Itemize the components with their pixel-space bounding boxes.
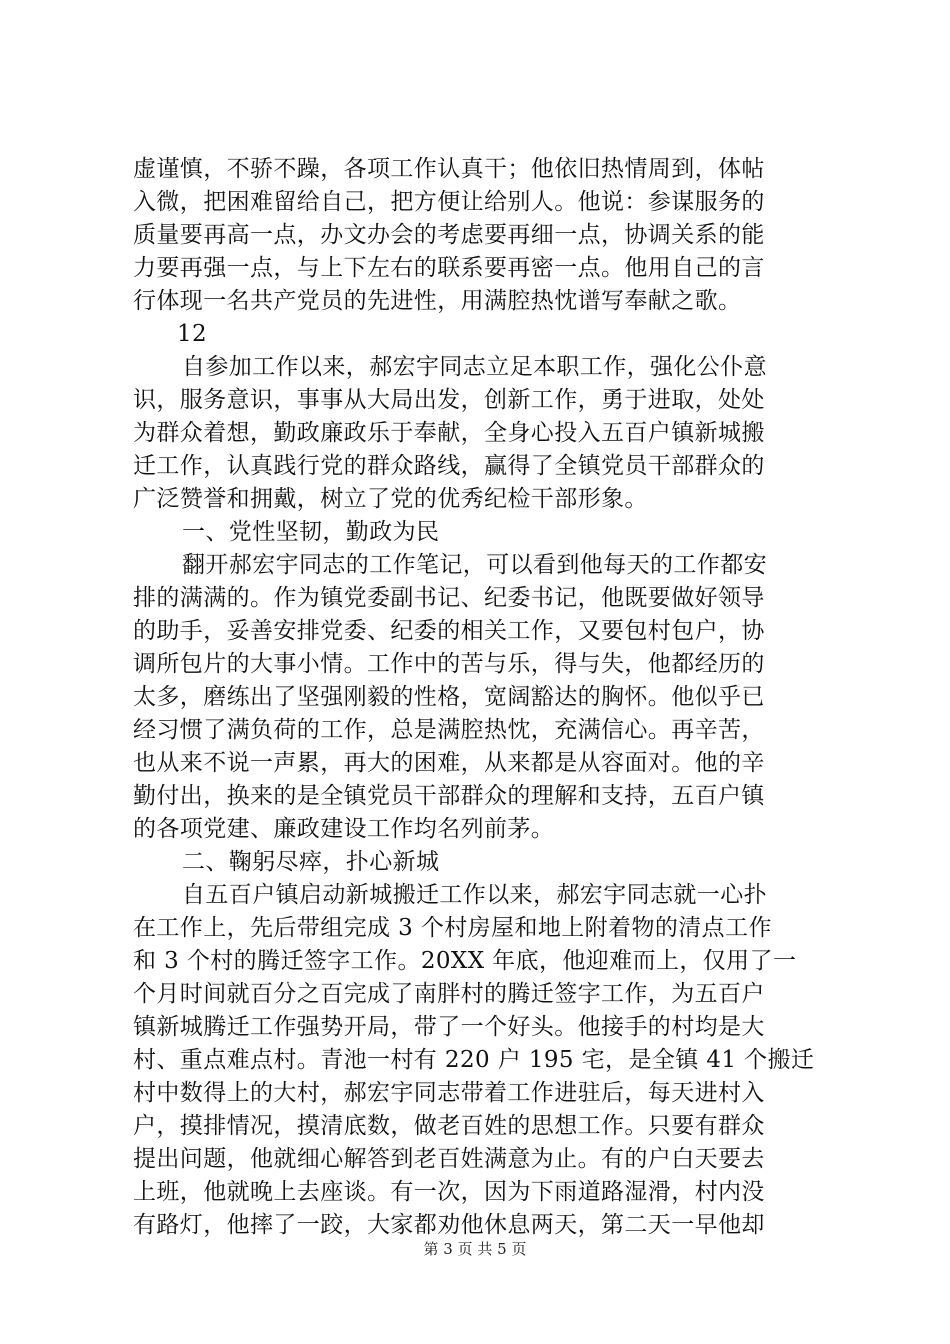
text-line: 迁工作，认真践行党的群众路线，赢得了全镇党员干部群众的	[133, 453, 765, 479]
text-line: 虚谨慎，不骄不躁，各项工作认真干；他依旧热情周到，体帖	[133, 156, 765, 182]
paragraph-start: 翻开郝宏宇同志的工作笔记，可以看到他每天的工作都安	[182, 552, 767, 578]
page-footer: 第 3 页 共 5 页	[423, 1240, 527, 1258]
text-line: 个月时间就百分之百完成了南胖村的腾迁签字工作，为五百户	[133, 981, 765, 1007]
text-line: 村、重点难点村。青池一村有 220 户 195 宅，是全镇 41 个搬迁	[133, 1047, 815, 1073]
text-line: 广泛赞誉和拥戴，树立了党的优秀纪检干部形象。	[133, 486, 648, 512]
text-line: 和 3 个村的腾迁签字工作。20XX 年底，他迎难而上，仅用了一	[133, 948, 797, 974]
section-heading-2: 二、鞠躬尽瘁，扑心新城	[182, 849, 440, 875]
section-heading-1: 一、党性坚韧，勤政为民	[182, 519, 440, 545]
text-line: 村中数得上的大村，郝宏宇同志带着工作进驻后，每天进村入	[133, 1080, 765, 1106]
text-line: 经习惯了满负荷的工作，总是满腔热忱，充满信心。再辛苦，	[133, 717, 765, 743]
text-line: 为群众着想，勤政廉政乐于奉献，全身心投入五百户镇新城搬	[133, 420, 765, 446]
text-line: 力要再强一点，与上下左右的联系要再密一点。他用自己的言	[133, 255, 765, 281]
text-line: 排的满满的。作为镇党委副书记、纪委书记，他既要做好领导	[133, 585, 765, 611]
section-number: 12	[177, 321, 208, 347]
text-line: 也从来不说一声累，再大的困难，从来都是从容面对。他的辛	[133, 750, 765, 776]
text-line: 的各项党建、廉政建设工作均名列前茅。	[133, 816, 555, 842]
text-line: 上班，他就晚上去座谈。有一次，因为下雨道路湿滑，村内没	[133, 1179, 765, 1205]
text-line: 提出问题，他就细心解答到老百姓满意为止。有的户白天要去	[133, 1146, 765, 1172]
text-line: 行体现一名共产党员的先进性，用满腔热忱谱写奉献之歌。	[133, 288, 742, 314]
text-line: 识，服务意识，事事从大局出发，创新工作，勇于进取，处处	[133, 387, 765, 413]
text-line: 调所包片的大事小情。工作中的苦与乐，得与失，他都经历的	[133, 651, 765, 677]
text-line: 勤付出，换来的是全镇党员干部群众的理解和支持，五百户镇	[133, 783, 765, 809]
paragraph-start: 自参加工作以来，郝宏宇同志立足本职工作，强化公仆意	[182, 354, 767, 380]
paragraph-start: 自五百户镇启动新城搬迁工作以来，郝宏宇同志就一心扑	[182, 882, 767, 908]
text-line: 质量要再高一点，办文办会的考虑要再细一点，协调关系的能	[133, 222, 765, 248]
document-body	[133, 153, 839, 1242]
text-line: 户，摸排情况，摸清底数，做老百姓的思想工作。只要有群众	[133, 1113, 765, 1139]
text-line: 太多，磨练出了坚强刚毅的性格，宽阔豁达的胸怀。他似乎已	[133, 684, 765, 710]
text-line: 镇新城腾迁工作强势开局，带了一个好头。他接手的村均是大	[133, 1014, 765, 1040]
text-line: 入微，把困难留给自己，把方便让给别人。他说：参谋服务的	[133, 189, 765, 215]
text-line: 有路灯，他摔了一跤，大家都劝他休息两天，第二天一早他却	[133, 1212, 765, 1238]
text-line: 的助手，妥善安排党委、纪委的相关工作，又要包村包户，协	[133, 618, 765, 644]
text-line: 在工作上，先后带组完成 3 个村房屋和地上附着物的清点工作	[133, 915, 772, 941]
